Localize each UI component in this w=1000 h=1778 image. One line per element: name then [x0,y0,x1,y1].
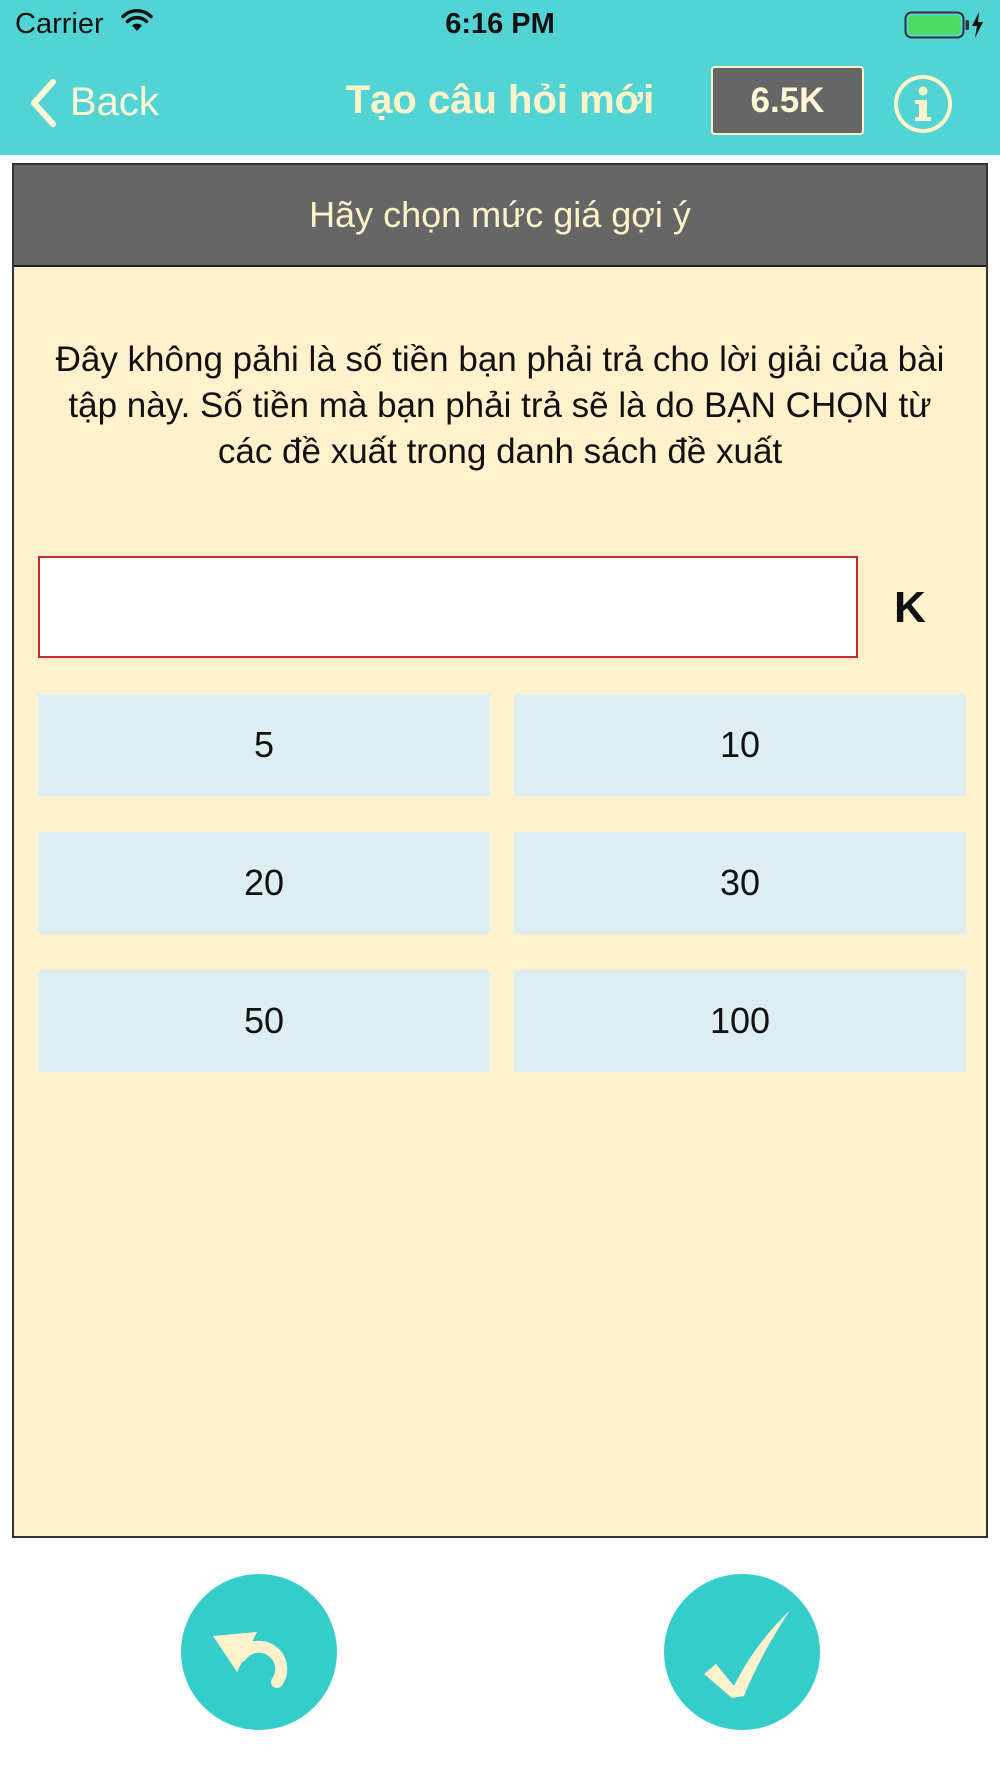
status-bar [0,0,1000,50]
confirm-button[interactable] [664,1574,820,1730]
explanation-text: Đây không pảhi là số tiền bạn phải trả cho lời giải của bài tập này. Số tiền mà bạn phải trả sẽ là do BẠN CHỌN từ các đề xuất trong danh sách đề xuất [55,340,945,471]
price-option-button[interactable]: 30 [514,832,966,934]
balance-button[interactable]: 6.5K [711,66,864,135]
price-option-button[interactable]: 5 [38,694,490,796]
back-button[interactable] [28,75,159,130]
price-option-button[interactable]: 100 [514,970,966,1072]
unit-label: K [894,583,926,632]
app-header [0,0,1000,155]
back-label: Back [70,80,159,124]
chevron-left-icon [28,78,58,128]
price-option-button[interactable]: 20 [38,832,490,934]
navigation-bar [0,50,1000,155]
price-option-button[interactable]: 10 [514,694,966,796]
price-input[interactable] [38,556,858,658]
info-icon[interactable] [893,74,953,134]
page-title: Tạo câu hỏi mới [345,78,655,122]
status-time: 6:16 PM [445,8,555,40]
battery-charging-icon [904,10,986,40]
undo-icon [181,1574,337,1730]
undo-button[interactable] [181,1574,337,1730]
price-suggestion-panel [12,163,988,1538]
checkmark-icon [664,1574,820,1730]
carrier-label: Carrier [15,8,104,40]
panel-header: Hãy chọn mức giá gợi ý [14,165,986,267]
price-option-button[interactable]: 50 [38,970,490,1072]
